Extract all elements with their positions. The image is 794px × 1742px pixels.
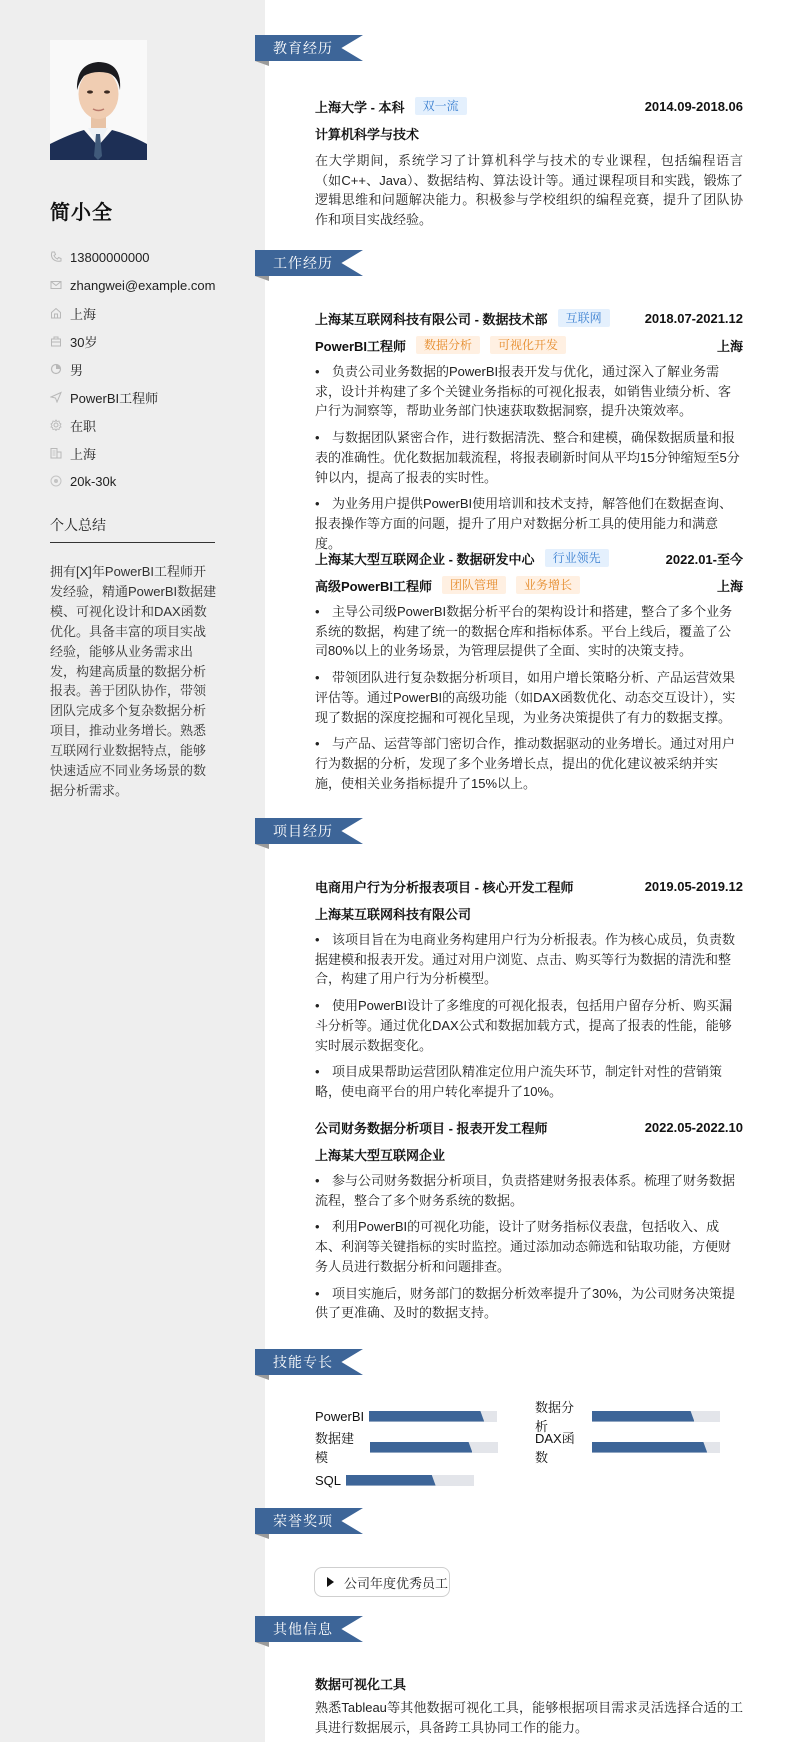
company-tag: 行业领先 xyxy=(545,549,609,567)
project-title: 电商用户行为分析报表项目 - 核心开发工程师 xyxy=(315,879,574,895)
candidate-name: 简小全 xyxy=(50,202,113,224)
education-header xyxy=(315,96,743,116)
phone-icon xyxy=(50,251,62,263)
contact-status-value: 在职 xyxy=(70,418,97,434)
contact-salary xyxy=(50,467,250,495)
skill-item xyxy=(535,1400,720,1434)
project-bullet: • 该项目旨在为电商业务构建用户行为分析报表。作为核心成员，负责数据建模和报表开发。通过对用户浏览、点击、购买等行为数据的清洗和整合，构建了用户行为分析模型。 xyxy=(315,932,736,987)
city-icon xyxy=(50,447,62,459)
skill-item xyxy=(535,1431,720,1465)
education-entry xyxy=(315,96,743,230)
section-heading-work: 工作经历 xyxy=(255,250,363,276)
skill-bar xyxy=(592,1411,720,1422)
contact-list xyxy=(50,243,250,495)
work-bullet: • 与数据团队紧密合作，进行数据清洗、整合和建模，确保数据质量和报表的准确性。优化数据加载流程，将报表刷新时间从平均15分钟缩短至5分钟以内，提高了报表的实时性。 xyxy=(315,430,740,485)
project-bullet: • 参与公司财务数据分析项目，负责搭建财务报表体系。梳理了财务数据流程，整合了多个财务系统的数据。 xyxy=(315,1173,736,1208)
profile-photo xyxy=(50,40,147,160)
other-info-title-row xyxy=(315,1673,743,1693)
project-title-row xyxy=(315,876,743,896)
company-name: 上海某大型互联网企业 - 数据研发中心 xyxy=(315,551,535,567)
work-location: 上海 xyxy=(716,578,743,594)
job-icon xyxy=(50,391,62,403)
work-entry xyxy=(315,548,743,793)
school-tag: 双一流 xyxy=(415,97,467,115)
skill-name: 数据分析 xyxy=(535,1400,575,1434)
project-company: 上海某互联网科技有限公司 xyxy=(315,906,472,922)
skill-bar xyxy=(370,1442,498,1453)
work-position-row xyxy=(315,575,743,595)
skill-bar-fill xyxy=(592,1442,707,1453)
position-tag: 团队管理 xyxy=(442,576,506,594)
position-tag: 数据分析 xyxy=(416,336,480,354)
salary-icon xyxy=(50,475,62,487)
education-date: 2014.09-2018.06 xyxy=(644,98,743,114)
award-chip xyxy=(314,1567,450,1597)
skill-bar-fill xyxy=(369,1411,484,1422)
position-tag: 可视化开发 xyxy=(490,336,566,354)
work-location: 上海 xyxy=(716,338,743,354)
contact-job xyxy=(50,383,250,411)
skill-bar xyxy=(592,1442,720,1453)
project-date: 2022.05-2022.10 xyxy=(644,1119,743,1135)
education-description: 在大学期间，系统学习了计算机科学与技术的专业课程，包括编程语言（如C++、Java）、数据结构、算法设计等。通过课程项目和实践，锻炼了逻辑思维和问题解决能力。积极参与学校组织的编程竞赛，提升了团队协作和项目实战经验。 xyxy=(315,153,743,228)
skill-bar-fill xyxy=(346,1475,436,1486)
section-heading-projects: 项目经历 xyxy=(255,818,363,844)
award-name: 公司年度优秀员工 xyxy=(344,1575,449,1591)
gender-icon xyxy=(50,363,62,375)
project-entry xyxy=(315,876,743,1102)
section-heading-skills: 技能专长 xyxy=(255,1349,363,1375)
company-name: 上海某互联网科技有限公司 - 数据技术部 xyxy=(315,311,548,327)
skill-bar-fill xyxy=(370,1442,472,1453)
status-icon xyxy=(50,419,62,431)
avatar-portrait xyxy=(50,40,147,160)
work-bullet: • 与产品、运营等部门密切合作，推动数据驱动的业务增长。通过对用户行为数据的分析，发现了多个业务增长点，提出的优化建议被采纳并实施，使相关业务指标提升了15%以上。 xyxy=(315,736,736,791)
section-heading-other: 其他信息 xyxy=(255,1616,363,1642)
project-bullet: • 项目实施后，财务部门的数据分析效率提升了30%，为公司财务决策提供了更准确、及时的数据支持。 xyxy=(315,1285,736,1321)
skill-item xyxy=(315,1470,474,1490)
project-title-row xyxy=(315,1117,743,1137)
project-company-row xyxy=(315,903,743,923)
mail-icon xyxy=(50,279,62,291)
other-info-text: 熟悉Tableau等其他数据可视化工具，能够根据项目需求灵活选择合适的工具进行数据展示，具备跨工具协同工作的能力。 xyxy=(315,1700,743,1735)
project-title: 公司财务数据分析项目 - 报表开发工程师 xyxy=(315,1120,548,1136)
project-bullet: • 项目成果帮助运营团队精准定位用户流失环节，制定针对性的营销策略，使电商平台的用户转化率提升了10%。 xyxy=(315,1064,723,1099)
position-title: 高级PowerBI工程师 xyxy=(315,578,433,594)
skill-item xyxy=(315,1431,498,1465)
major: 计算机科学与技术 xyxy=(315,126,420,142)
work-bullet: • 负责公司业务数据的PowerBI报表开发与优化，通过深入了解业务需求，设计并构建了多个关键业务指标的可视化报表，如销售业绩分析、客户行为洞察等，帮助业务部门快速获取数据洞察，提升决策效率。 xyxy=(315,364,732,419)
skill-bar xyxy=(346,1475,474,1486)
contact-city-value: 上海 xyxy=(70,446,97,462)
contact-phone xyxy=(50,243,250,271)
project-entry xyxy=(315,1117,743,1323)
work-company-row xyxy=(315,308,743,328)
home-icon xyxy=(50,307,62,319)
section-heading-education: 教育经历 xyxy=(255,35,363,61)
work-bullet: • 带领团队进行复杂数据分析项目，如用户增长策略分析、产品运营效果评估等。通过PowerBI的高级功能（如DAX函数优化、动态交互设计），实现了数据的深度挖掘和可视化呈现，为业务决策提供了有力的数据支撑。 xyxy=(315,670,736,725)
major-row xyxy=(315,123,743,143)
work-entry xyxy=(315,308,743,553)
contact-phone-value: 13800000000 xyxy=(70,249,150,265)
company-tag: 互联网 xyxy=(558,309,610,327)
play-triangle-icon xyxy=(327,1577,334,1587)
skill-bar xyxy=(369,1411,497,1422)
contact-salary-value: 20k-30k xyxy=(70,473,117,489)
skill-name: PowerBI xyxy=(315,1408,365,1424)
contact-home-value: 上海 xyxy=(70,306,97,322)
summary-heading: 个人总结 xyxy=(50,517,106,533)
contact-city xyxy=(50,439,250,467)
work-date: 2018.07-2021.12 xyxy=(644,310,743,326)
contact-gender-value: 男 xyxy=(70,362,84,378)
summary-divider xyxy=(50,542,215,543)
other-info-entry xyxy=(315,1673,743,1737)
skill-name: 数据建模 xyxy=(315,1431,355,1465)
age-icon xyxy=(50,335,62,347)
school-name: 上海大学 - 本科 xyxy=(315,99,405,115)
project-bullet: • 使用PowerBI设计了多维度的可视化报表，包括用户留存分析、购买漏斗分析等。通过优化DAX公式和数据加载方式，提高了报表的性能，能够实时展示数据变化。 xyxy=(315,998,733,1053)
skill-name: SQL xyxy=(315,1472,342,1488)
contact-age xyxy=(50,327,250,355)
contact-gender xyxy=(50,355,250,383)
project-date: 2019.05-2019.12 xyxy=(644,878,743,894)
skill-bar-fill xyxy=(592,1411,694,1422)
work-company-row xyxy=(315,548,743,568)
work-bullet: • 主导公司级PowerBI数据分析平台的架构设计和搭建，整合了多个业务系统的数据，构建了统一的数据仓库和指标体系。平台上线后，覆盖了公司80%以上的业务场景，为管理层提供了全面、实时的决策支持。 xyxy=(315,604,733,659)
work-date: 2022.01-至今 xyxy=(665,551,743,567)
contact-age-value: 30岁 xyxy=(70,334,98,350)
section-heading-honors: 荣誉奖项 xyxy=(255,1508,363,1534)
other-info-title: 数据可视化工具 xyxy=(315,1676,407,1692)
sidebar xyxy=(0,0,265,1742)
project-bullet: • 利用PowerBI的可视化功能，设计了财务指标仪表盘，包括收入、成本、利润等关键指标的实时监控。通过添加动态筛选和钻取功能，方便财务人员进行数据分析和问题排查。 xyxy=(315,1219,732,1274)
contact-job-value: PowerBI工程师 xyxy=(70,390,159,406)
skill-name: DAX函数 xyxy=(535,1431,575,1465)
contact-email xyxy=(50,271,250,299)
contact-status xyxy=(50,411,250,439)
contact-home xyxy=(50,299,250,327)
position-title: PowerBI工程师 xyxy=(315,338,407,354)
summary-text: 拥有[X]年PowerBI工程师开发经验，精通PowerBI数据建模、可视化设计和DAX函数优化。具备丰富的项目实战经验，能够从业务需求出发，构建高质量的数据分析报表。善于团队协作，带领团队完成多个复杂数据分析项目，推动业务增长。熟悉互联网行业数据特点，能够快速适应不同业务场景的数据分析需求。 xyxy=(50,564,217,798)
work-bullet: • 为业务用户提供PowerBI使用培训和技术支持，解答他们在数据查询、报表操作等方面的问题，提升了用户对数据分析工具的使用能力和满意度。 xyxy=(315,496,733,551)
position-tag: 业务增长 xyxy=(516,576,580,594)
contact-email-value: zhangwei@example.com xyxy=(70,277,216,293)
project-company: 上海某大型互联网企业 xyxy=(315,1147,446,1163)
work-position-row xyxy=(315,335,743,355)
skill-item xyxy=(315,1406,497,1426)
project-company-row xyxy=(315,1144,743,1164)
